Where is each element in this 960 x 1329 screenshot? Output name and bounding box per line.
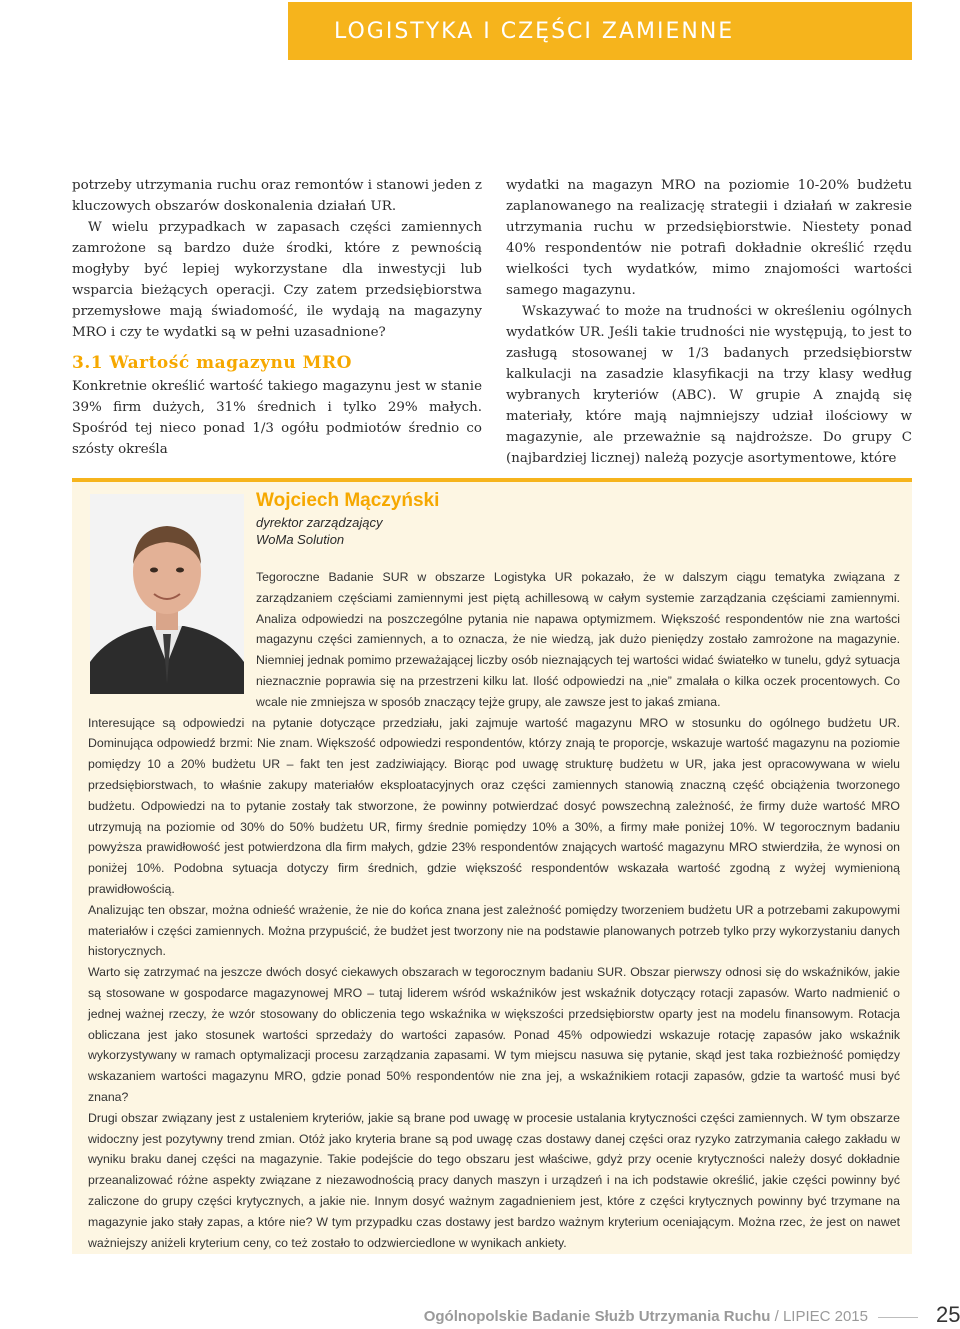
expert-comment-text (88, 567, 900, 1253)
comment-paragraph: Drugi obszar związany jest z ustaleniem kryteriów, jakie są brane pod uwagę w procesie ustalania krytyczności części zamiennych. W tym obszarze widoczny jest pozytywny trend zmian. Otóż jako kryteria brane są pod uwagę czas dostawy danej części oraz ryzyko zatrzymania całego zakładu w wyniku braku danej części na magazynie. Takie podejście do tego obszaru jest właściwe, gdyż przy ocenie krytyczności należy dosyć dokładnie przeanalizować różne aspekty związane z niezawodnością pracy danych maszyn i urządzeń i na ich podstawie określić, jakie części powinny być zaliczone do grupy części krytycznych, a jakie nie. Innym dosyć ważnym zagadnieniem jest, które z części krytycznych powinny być trzymane na magazynie jako stały zapas, a które nie? W tym przypadku czas dostawy jest bardzo ważnym kryterium oceniającym. Można rzec, że jest on nawet ważniejszy aniżeli kryterium ceny, co też zostało to odzwierciedlone w wynikach ankiety. (88, 1110, 900, 1250)
article-column-right (506, 175, 912, 469)
expert-name: Wojciech Mączyński (256, 490, 440, 511)
article-paragraph: wydatki na magazyn MRO na poziomie 10-20% budżetu zaplanowanego na realizację strategii i działań w zakresie utrzymania ruchu w przedsiębiorstwie. Niestety ponad 40% respondentów nie potrafi dokładnie określić rzędu wielkości tych wydatków, mimo znajomości wartości samego magazynu. (506, 178, 912, 298)
article-paragraph: potrzeby utrzymania ruchu oraz remontów i stanowi jeden z kluczowych obszarów doskonalenia działań UR. (72, 178, 482, 214)
expert-comment-box (72, 478, 912, 1254)
page-footer (0, 1300, 960, 1329)
footer-rule (878, 1317, 918, 1318)
comment-paragraph: Warto się zatrzymać na jeszcze dwóch dosyć ciekawych obszarach w tegorocznym badaniu SUR. Obszar pierwszy odnosi się do wskaźników, jakie są stosowane w gospodarce magazynowej MRO – tutaj liderem wśród wskaźników jest wskaźnik dotyczący rotacji zapasów. Warto nadmienić o jednej ważnej rzeczy, że wzór stosowany do obliczenia tego wskaźnika w większości przedsiębiorstw oparty jest na modelu finansowym. Rotacja obliczana jest jako stosunek wartości sprzedaży do wartości zapasów. Ponad 45% odpowiedzi wskazuje rotację zapasów jako wskaźnik wykorzystywany w ramach optymalizacji procesu zarządzania zapasami. W tym miejscu nasuwa się pytanie, skąd jest taka rozbieżność pomiędzy wskazaniem wartości magazynu MRO, gdzie ponad 50% respondentów nie zna jej, a wskaźnikiem rotacji zapasów, gdzie ta wartość musi być znana? (88, 965, 900, 1104)
comment-paragraph: Analizując ten obszar, można odnieść wrażenie, że nie do końca znana jest zależność pomiędzy tworzeniem budżetu UR a potrzebami zakupowymi materiałów i części zamiennych. Można przypuścić, że budżet jest tworzony nie na podstawie planowanych potrzeb tylko przy wykorzystaniu danych historycznych. (88, 902, 900, 959)
section-header-title: LOGISTYKA I CZĘŚCI ZAMIENNE (334, 18, 735, 44)
article-paragraph: Konkretnie określić wartość takiego magazynu jest w stanie 39% firm dużych, 31% średnich i tylko 29% małych. Spośród tej nieco ponad 1/3 ogółu podmiotów średnio co szósty określa (72, 379, 482, 457)
box-top-rule (72, 478, 912, 482)
article-paragraph: W wielu przypadkach w zapasach części zamiennych zamrożone są bardzo duże środki, które z pewnością mogłyby być lepiej wykorzystane dla inwestycji lub wsparcia bieżących operacji. Czy zatem przedsiębiorstwa przemysłowe mają świadomość, ile wydają na magazyny MRO i czy te wydatki są w pełni uzasadnione? (72, 220, 482, 340)
article-paragraph: Wskazywać to może na trudności w określeniu ogólnych wydatków UR. Jeśli takie trudności nie występują, to jest to zasługą stosowanej w 1/3 badanych przedsiębiorstw kalkulacji na zasadzie klasyfikacji na trzy klasy według wybranych kryteriów (ABC). W grupie A znajdą się materiały, które mają najmniejszy udział ilościowy w magazynie, ale przeważnie są najdroższe. Do grupy C (najbardziej licznej) należą pozycje asortymentowe, które (506, 304, 912, 466)
expert-role (256, 514, 382, 548)
footer-issue: LIPIEC 2015 (782, 1308, 868, 1325)
footer-separator: / (770, 1308, 783, 1325)
comment-paragraph: Interesujące są odpowiedzi na pytanie dotyczące przedziału, jaki zajmuje wartość magazynu MRO w stosunku do ogólnego budżetu UR. Dominująca odpowiedź brzmi: Nie znam. Większość odpowiedzi respondentów, którzy znają te proporcje, wskazuje wartość magazynu na poziomie pomiędzy 10 a 20% budżetu UR – fakt ten jest zadziwiający. Biorąc pod uwagę strukturę budżetu w UR, jaka jest opracowywana w wielu przedsiębiorstwach, to właśnie zakupy materiałów eksploatacyjnych oraz części zamiennych stanowią znaczną część obciążenia tworzonego budżetu. Odpowiedzi na to pytanie zostały tak stworzone, że powinny potwierdzać dosyć powszechną zależność, że firmy duże wartość MRO utrzymują na poziomie od 30% do 50% budżetu UR, firmy średnie pomiędzy 10% a 30%, a firmy małe poniżej 10%. W tegorocznym badaniu powyższa prawidłowość jest potwierdzona dla firm małych, gdzie 23% respondentów znających wartość magazynu MRO stwierdziła, że wynosi on poniżej 10%. Podobna sytuacja dotyczy firm średnich, gdzie większość respondentów wskazała wartość zgodną z wyżej wymienioną prawidłowością. (88, 715, 900, 896)
expert-role-title: dyrektor zarządzający (256, 515, 383, 530)
article-column-left (72, 175, 482, 460)
section-header (288, 2, 912, 60)
footer-publication (424, 1308, 868, 1325)
page-number: 25 (936, 1302, 960, 1327)
comment-paragraph: Tegoroczne Badanie SUR w obszarze Logistyka UR pokazało, że w dalszym ciągu tematyka związana z zarządzaniem częściami zamiennymi jest piętą achillesową w całym systemie zarządzania częściami zamiennymi. Analiza odpowiedzi na poszczególne pytania nie napawa optymizmem. Większość respondentów nie zna wartości magazynu części zamiennych, a to oznacza, że nie wiedzą, jak dużo pieniędzy zostało zamrożone na magazynie. Niemniej jednak pomimo przeważającej liczby osób nieznających tej wartości widać światełko w tunelu, gdyż sytuacja nieznacznie poprawia się na przestrzeni kilku lat. Ilość odpowiedzi na „nie” zmalała o kilka oczek procentowych. Co wcale nie zmniejsza w sposób znaczący tejże grupy, ale zawsze jest to jakaś zmiana. (256, 570, 900, 709)
section-heading: 3.1 Wartość magazynu MRO (72, 353, 352, 373)
expert-company: WoMa Solution (256, 532, 345, 547)
footer-publication-name: Ogólnopolskie Badanie Służb Utrzymania Ruchu (423, 1308, 771, 1325)
